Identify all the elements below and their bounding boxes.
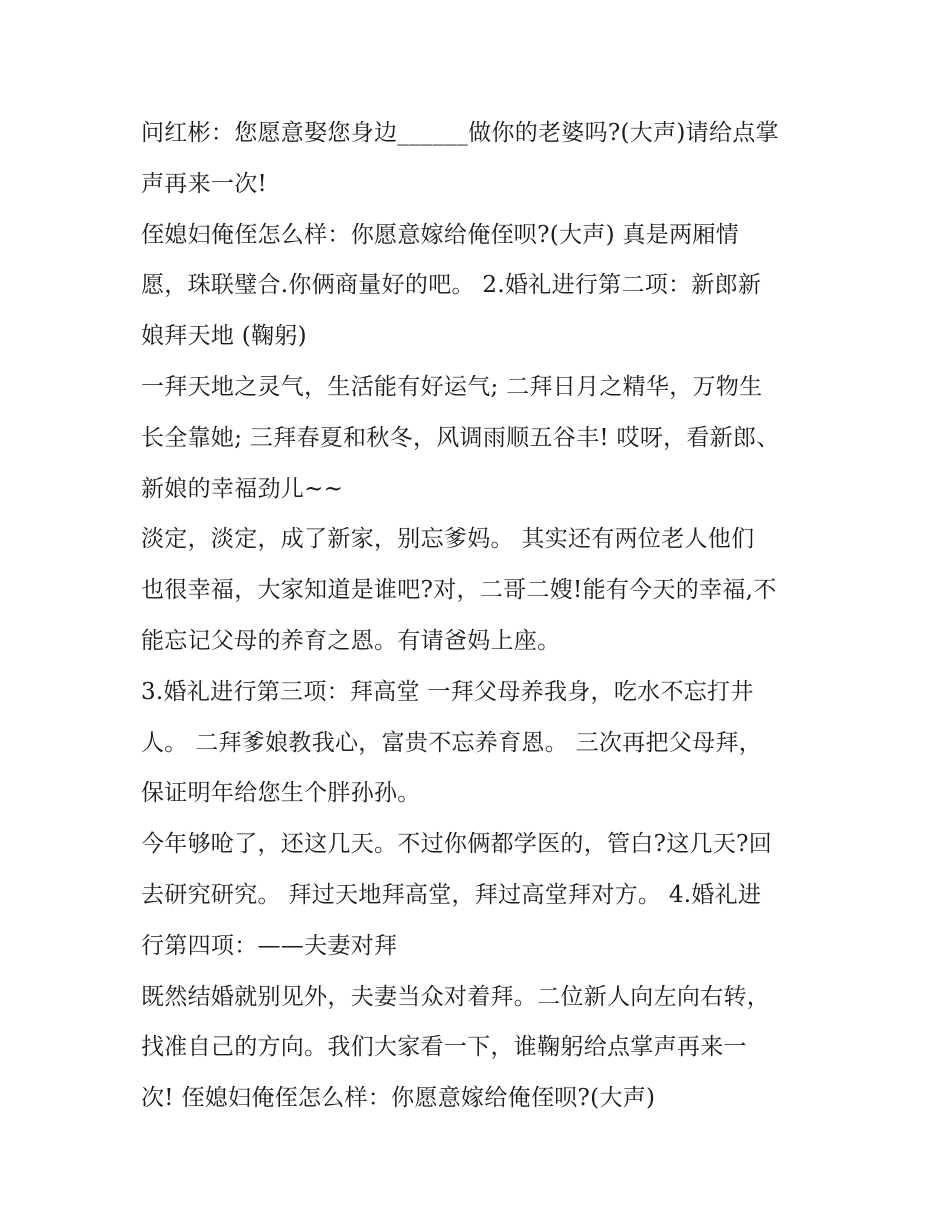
- text-line: 找准自己的方向。我们大家看一下，谁鞠躬给点掌声再来一: [141, 1034, 747, 1061]
- text-line: 长全靠她; 三拜春夏和秋冬，风调雨顺五谷丰! 哎呀，看新郎、: [141, 424, 780, 451]
- text-line: 保证明年给您生个胖孙孙。: [141, 780, 421, 807]
- text-line: 淡定，淡定，成了新家，别忘爹妈。 其实还有两位老人他们: [141, 526, 755, 553]
- text-line: 侄媳妇俺侄怎么样：你愿意嫁给俺侄呗?(大声) 真是两厢情: [141, 221, 739, 248]
- text-line: 行第四项：——夫妻对拜: [141, 932, 398, 959]
- document-body: [141, 108, 821, 1124]
- text-line: 声再来一次!: [141, 170, 268, 197]
- text-line: 愿，珠联璧合.你俩商量好的吧。 2.婚礼进行第二项：新郎新: [141, 272, 762, 299]
- text-line: 人。 二拜爹娘教我心，富贵不忘养育恩。 三次再把父母拜，: [141, 729, 763, 756]
- text-line: 今年够呛了，还这几天。不过你俩都学医的，管白?这几天?回: [141, 831, 773, 858]
- text-line: 问红彬：您愿意娶您身边______做你的老婆吗?(大声)请给点掌: [141, 120, 779, 146]
- text-line: 3.婚礼进行第三项：拜高堂 一拜父母养我身，吃水不忘打井: [141, 678, 754, 705]
- text-line: 新娘的幸福劲儿~~: [141, 475, 344, 502]
- text-line: 娘拜天地 (鞠躬): [141, 323, 307, 350]
- text-line: 去研究研究。 拜过天地拜高堂，拜过高堂拜对方。 4.婚礼进: [141, 881, 762, 908]
- text-line: 一拜天地之灵气，生活能有好运气; 二拜日月之精华，万物生: [141, 373, 763, 400]
- text-line: 次! 侄媳妇俺侄怎么样：你愿意嫁给俺侄呗?(大声): [141, 1085, 656, 1112]
- text-line: 也很幸福，大家知道是谁吧?对，二哥二嫂!能有今天的幸福,不: [141, 577, 777, 604]
- text-line: 能忘记父母的养育之恩。有请爸妈上座。: [141, 627, 561, 654]
- text-line: 既然结婚就别见外，夫妻当众对着拜。二位新人向左向右转，: [141, 983, 771, 1010]
